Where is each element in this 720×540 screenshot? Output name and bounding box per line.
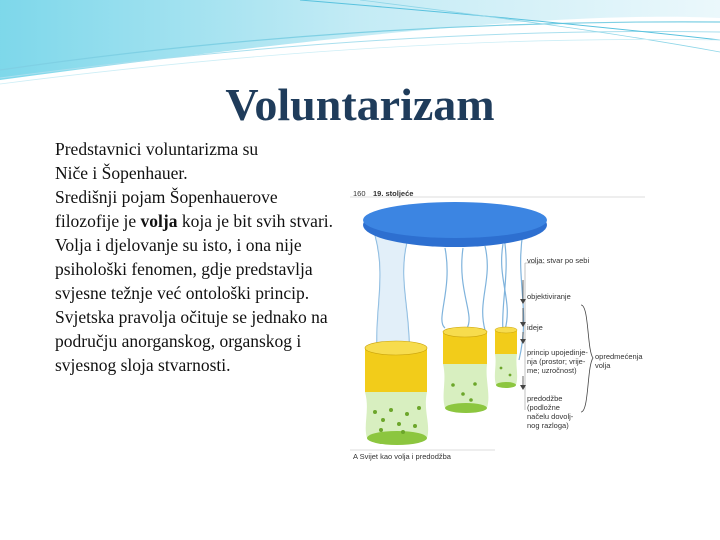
slide-title: Voluntarizam [225, 79, 495, 130]
label-representations: predodžbe (podložne načelu dovolj- nog razloga) [527, 394, 574, 430]
body-text [55, 137, 335, 377]
keyword-volja: volja [140, 211, 178, 231]
header-wave-banner [0, 0, 720, 90]
figure-page-number: 160 [353, 189, 366, 198]
paragraph-line: Predstavnici voluntarizma su [55, 139, 259, 159]
paragraph-text-pre: Središnji pojam Šopenhauerove filozofije je [55, 187, 278, 231]
paragraph-central-concept [55, 185, 335, 233]
label-objectifications-of-will: opredmećenja volja [595, 352, 643, 370]
label-ideas: ideje [527, 323, 543, 332]
paragraph-will-and-action: Volja i djelovanje su isto, i ona nije psihološki fenomen, gdje predstavlja svjesne težnje već ontološki princip. Svjetska pravolja očituje se jednako na području anorganskog, organskog i svjesnog sloja stvarnosti. [55, 235, 328, 375]
will-and-representation-figure [345, 180, 655, 465]
label-principle: princip upojedinje- nja (prostor; vrije- me; uzročnost) [527, 348, 588, 375]
label-will-thing-in-itself: volja: stvar po sebi [527, 256, 590, 265]
paragraph-text-post: koja je bit svih stvari. [177, 211, 334, 231]
figure-illustration [345, 180, 655, 465]
label-objectification: objektiviranje [527, 292, 571, 301]
figure-caption: A Svijet kao volja i predodžba [353, 452, 451, 461]
paragraph-representatives [55, 137, 335, 185]
figure-chapter: 19. stoljeće [373, 189, 414, 198]
paragraph-line: Niče i Šopenhauer. [55, 163, 188, 183]
